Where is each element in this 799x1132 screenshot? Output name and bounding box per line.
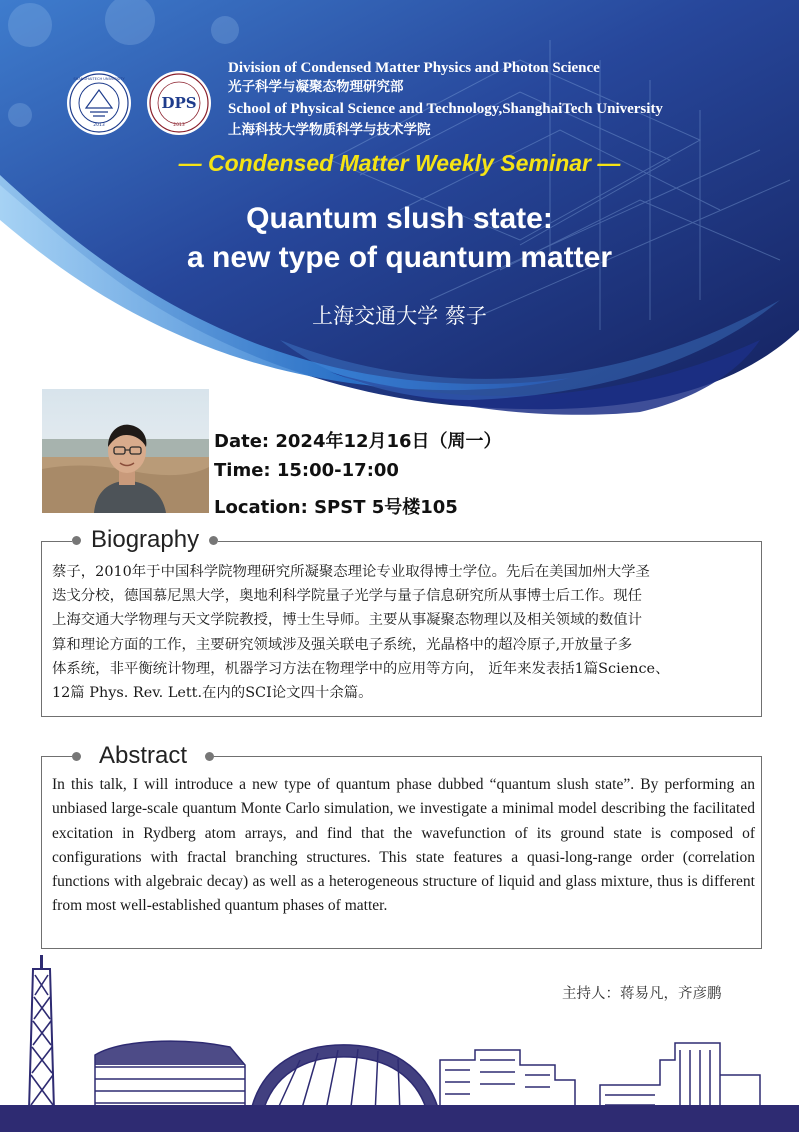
institution-name-en-1: Division of Condensed Matter Physics and Photon Science: [228, 60, 600, 76]
talk-title-line-2: a new type of quantum matter: [186, 241, 613, 274]
svg-text:SHANGHAITECH UNIVERSITY: SHANGHAITECH UNIVERSITY: [73, 77, 125, 81]
bullet-dot-icon: [72, 536, 81, 545]
svg-text:2013: 2013: [93, 123, 105, 128]
biography-text: [52, 560, 756, 705]
biography-line: 体系统，非平衡统计物理，机器学习方法在物理学中的应用等方向， 近年来发表括1篇Science、: [52, 660, 670, 677]
seminar-time: Time: 15:00-17:00: [214, 460, 399, 481]
biography-line: 蔡子，2010年于中国科学院物理研究所凝聚态理论专业取得博士学位。先后在美国加州大学圣: [52, 564, 650, 580]
biography-line: 迭戈分校，德国慕尼黑大学，奥地利科学院量子光学与量子信息研究所从事博士后工作。现任: [52, 588, 643, 605]
bullet-dot-icon: [205, 752, 214, 761]
abstract-heading-label: Abstract: [99, 742, 188, 769]
biography-line: 算和理论方面的工作，主要研究领域涉及强关联电子系统，光晶格中的超冷原子,开放量子多: [52, 636, 633, 653]
abstract-text: In this talk, I will introduce a new type of quantum phase dubbed “quantum slush state”. By performing an unbiased large-scale quantum Monte Carlo simulation, we investigate a minimal model describing the facilitated excitation in Rydberg atom arrays, and find that the wavefunction of its ground state is composed of configurations with fractal branching structures. This state features a quasi-long-range order (correlation functions with algebraic decay) as well as a heterogeneous structure of liquid and glass mixture, thus is different from most well-established quantum phases of matter.: [52, 776, 755, 915]
biography-line: 12篇 Phys. Rev. Lett.在内的SCI论文四十余篇。: [52, 684, 373, 701]
bullet-dot-icon: [209, 536, 218, 545]
speaker-name: 上海交通大学 蔡子: [312, 304, 487, 328]
svg-text:DPS: DPS: [161, 94, 197, 112]
dps-division-logo-icon: [146, 70, 212, 136]
svg-text:2013: 2013: [173, 123, 185, 128]
institution-name-zh-2: 上海科技大学物质科学与技术学院: [228, 122, 431, 138]
speaker-portrait-photo: [42, 389, 209, 513]
biography-heading-label: Biography: [91, 526, 200, 553]
talk-title-line-1: Quantum slush state:: [246, 202, 553, 235]
biography-line: 上海交通大学物理与天文学院教授，博士生导师。主要从事凝聚态物理以及相关领域的数值计: [52, 612, 643, 629]
shanghaitech-university-seal-icon: [66, 70, 132, 136]
institution-name-en-2: School of Physical Science and Technology,ShanghaiTech University: [228, 101, 663, 117]
seminar-hosts: 主持人：蒋易凡，齐彦鹏: [562, 986, 722, 1002]
campus-skyline-illustration: [0, 955, 799, 1132]
biography-heading: [72, 527, 218, 553]
seminar-date: Date: 2024年12月16日（周一）: [214, 431, 502, 452]
bullet-dot-icon: [72, 752, 81, 761]
seminar-series-title: — Condensed Matter Weekly Seminar —: [178, 150, 621, 176]
seminar-location: Location: SPST 5号楼105: [214, 497, 458, 518]
institution-name-zh-1: 光子科学与凝聚态物理研究部: [228, 79, 404, 95]
header-banner: [0, 0, 799, 420]
abstract-heading: [72, 743, 214, 769]
